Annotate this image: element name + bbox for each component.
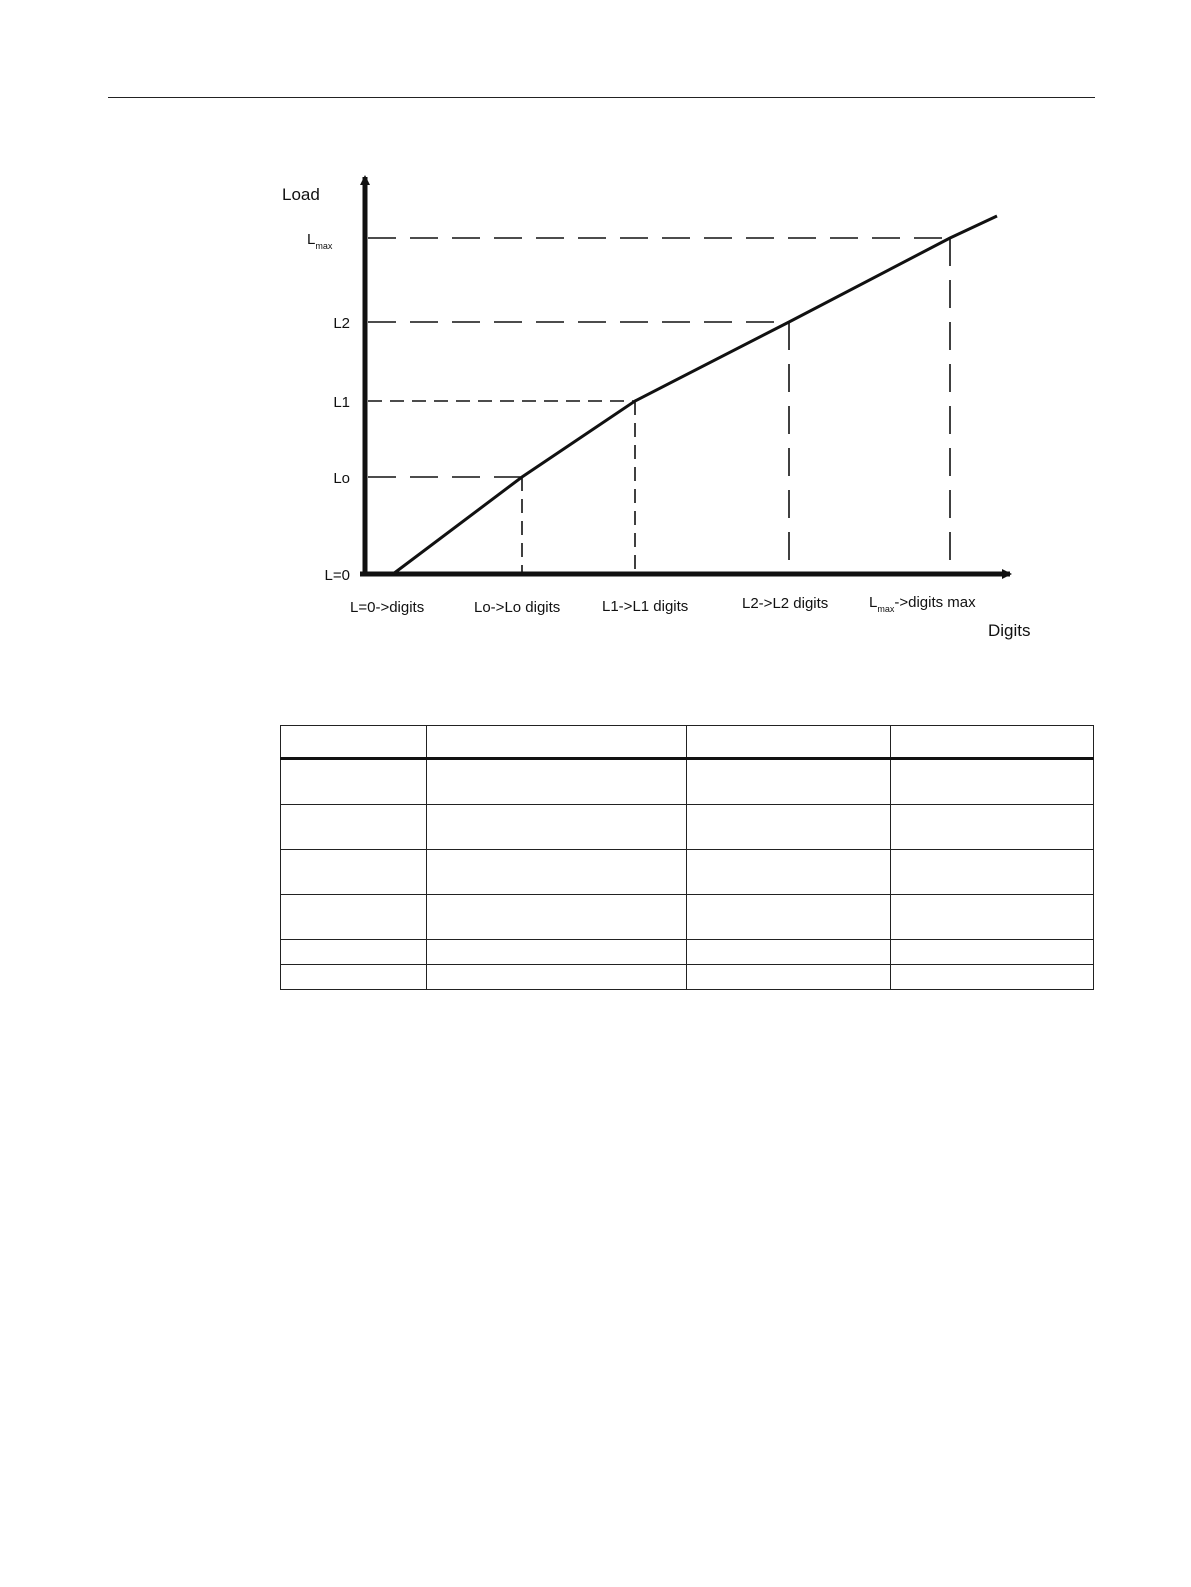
table-cell xyxy=(687,805,891,850)
table-cell xyxy=(281,895,427,940)
table-cell xyxy=(281,759,427,805)
table-cell xyxy=(427,759,687,805)
load-level-label: Lo xyxy=(333,470,350,487)
load-digits-figure xyxy=(260,165,1050,655)
y-axis-title: Load xyxy=(282,185,320,204)
table-cell xyxy=(427,805,687,850)
load-level-label: $L_{max}$ xyxy=(307,231,333,251)
figure-canvas xyxy=(260,165,1050,655)
table-row xyxy=(281,940,1094,965)
table-cell xyxy=(281,850,427,895)
calibration-line xyxy=(393,216,997,574)
digit-point-label: L2->L2 digits xyxy=(742,595,829,612)
table-cell xyxy=(687,895,891,940)
table-cell xyxy=(281,805,427,850)
load-level-label: L1 xyxy=(333,394,350,411)
data-table xyxy=(280,725,1094,990)
table-cell xyxy=(687,965,891,990)
load-level-label: L=0 xyxy=(324,567,350,584)
table-cell xyxy=(427,965,687,990)
x-axis-title: Digits xyxy=(988,621,1031,640)
table-cell xyxy=(281,940,427,965)
table-cell xyxy=(427,940,687,965)
table-cell xyxy=(281,965,427,990)
digit-point-label: L1->L1 digits xyxy=(602,598,689,615)
digit-point-label: L=0->digits xyxy=(350,599,425,616)
table-cell xyxy=(427,895,687,940)
table-row xyxy=(281,895,1094,940)
table-cell xyxy=(891,965,1094,990)
table-cell xyxy=(687,850,891,895)
table-cell xyxy=(891,940,1094,965)
table-cell xyxy=(891,895,1094,940)
table-cell xyxy=(891,759,1094,805)
table-header-cell xyxy=(427,726,687,759)
digit-point-label: $L_{max}->digits$ max xyxy=(869,594,976,614)
digit-point-labels xyxy=(350,594,976,616)
table-row xyxy=(281,759,1094,805)
header-rule xyxy=(108,97,1095,98)
guide-lines xyxy=(368,238,950,574)
table-row xyxy=(281,965,1094,990)
table-cell xyxy=(427,850,687,895)
table-cell xyxy=(891,850,1094,895)
table-cell xyxy=(687,759,891,805)
table-cell xyxy=(687,940,891,965)
load-level-label: L2 xyxy=(333,315,350,332)
digit-point-label: Lo->Lo digits xyxy=(474,599,561,616)
table-header-cell xyxy=(891,726,1094,759)
table-cell xyxy=(891,805,1094,850)
table-header-cell xyxy=(281,726,427,759)
table-row xyxy=(281,805,1094,850)
table-header-row xyxy=(281,726,1094,759)
table-row xyxy=(281,850,1094,895)
load-level-labels xyxy=(307,231,350,584)
table-header-cell xyxy=(687,726,891,759)
